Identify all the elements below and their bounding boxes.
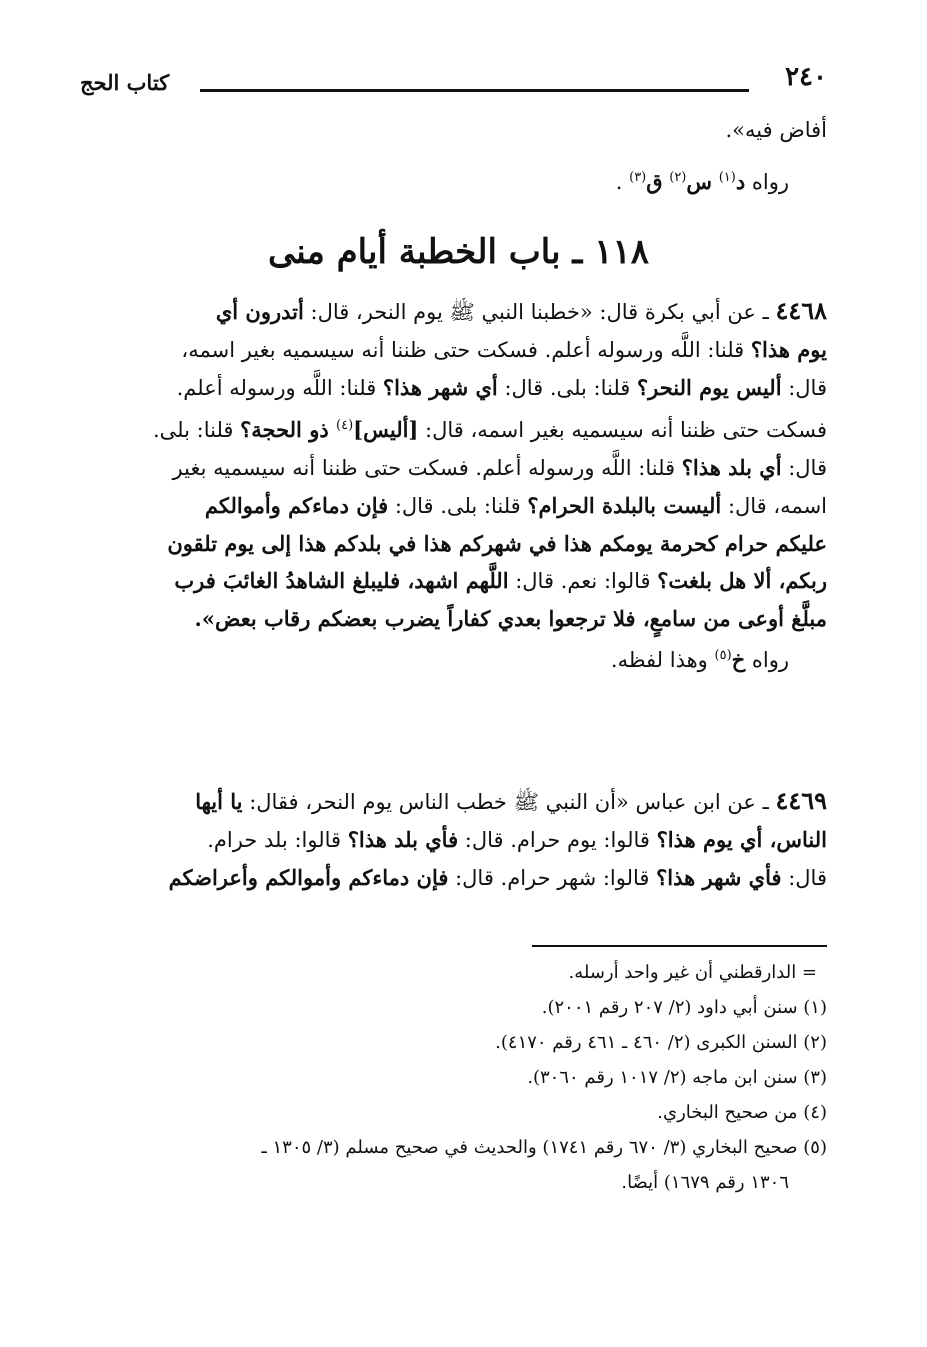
footnote: (١) سنن أبي داود (٢/ ٢٠٧ رقم ٢٠٠١). [541, 997, 827, 1018]
chapter-title: ١١٨ ـ باب الخطبة أيام منى [267, 232, 650, 272]
riwayah-line: رواه خ$^{(٥)}$ وهذا لفظه. [610, 647, 789, 672]
text-line: عليكم حرام كحرمة يومكم هذا في شهركم هذا في بلدكم هذا إلى يوم تلقون [167, 531, 827, 556]
text-line: ٤٤٦٩ ـ عن ابن عباس «أن النبي ﷺ خطب الناس يوم النحر، فقال: يا أيها [195, 786, 827, 815]
footnote: (٢) السنن الكبرى (٢/ ٤٦٠ ـ ٤٦١ رقم ٤١٧٠). [495, 1032, 827, 1053]
text-line: ربكم، ألا هل بلغت؟ قالوا: نعم. قال: اللَّهم اشهد، فليبلغ الشاهدُ الغائبَ فرب [174, 568, 827, 593]
footnote: ١٣٠٦ رقم ١٦٧٩) أيضًا. [621, 1172, 789, 1193]
footnote: = الدارقطني أن غير واحد أرسله. [568, 962, 817, 983]
footnote: (٥) صحيح البخاري (٣/ ٦٧٠ رقم ١٧٤١) والحديث في صحيح مسلم (٣/ ١٣٠٥ ـ [261, 1137, 827, 1158]
footnote: (٣) سنن ابن ماجه (٢/ ١٠١٧ رقم ٣٠٦٠). [527, 1067, 827, 1088]
top-continuation [90, 112, 827, 201]
hadith-4468 [90, 292, 827, 679]
source-siglum: خ [731, 647, 746, 672]
footnote: (٤) من صحيح البخاري. [657, 1102, 827, 1123]
riwayah-line: رواه د$^{(١)}$ س$^{(٢)}$ ق$^{(٣)}$ . [615, 169, 789, 194]
footnote-ref: (٥) [714, 648, 732, 663]
running-header [80, 62, 827, 102]
footnote-ref: (١) [718, 170, 736, 185]
hadith-number: ٤٤٦٩ [775, 786, 827, 815]
text-line: قال: أليس يوم النحر؟ قلنا: بلى. قال: أي شهر هذا؟ قلنا: اللَّه ورسوله أعلم. [176, 375, 827, 400]
text-line: ٤٤٦٨ ـ عن أبي بكرة قال: «خطبنا النبي ﷺ يوم النحر، قال: أتدرون أي [215, 296, 827, 325]
footnotes [90, 955, 827, 1200]
footnote-ref: (٢) [669, 170, 687, 185]
text-line: اسمه، قال: أليست بالبلدة الحرام؟ قلنا: بلى. قال: فإن دماءكم وأموالكم [204, 493, 827, 518]
text-line: الناس، أي يوم هذا؟ قالوا: يوم حرام. قال: فأي بلد هذا؟ قالوا: بلد حرام. [207, 827, 827, 852]
text-line: مبلَّغ أوعى من سامعٍ، فلا ترجعوا بعدي كفاراً يضرب بعضكم رقاب بعض». [194, 606, 827, 631]
footnote-ref: (٤) [336, 418, 354, 433]
footnote-ref: (٣) [629, 170, 647, 185]
page-number: ٢٤٠ [785, 62, 827, 92]
hadith-number: ٤٤٦٨ [775, 296, 827, 325]
source-siglum: س [686, 169, 713, 194]
text-line: فسكت حتى ظننا أنه سيسميه بغير اسمه، قال: [أليس]$^{(٤)}$ ذو الحجة؟ قلنا: بلى. [153, 417, 827, 442]
footnote-rule [532, 945, 827, 947]
text-line: أفاض فيه». [725, 118, 827, 142]
text-line: قال: فأي شهر هذا؟ قالوا: شهر حرام. قال: فإن دماءكم وأموالكم وأعراضكم [168, 865, 827, 890]
book-title: كتاب الحج [80, 70, 170, 95]
source-siglum: د [735, 169, 746, 194]
text-line: قال: أي بلد هذا؟ قلنا: اللَّه ورسوله أعلم. فسكت حتى ظننا أنه سيسميه بغير [172, 455, 827, 480]
text-line: يوم هذا؟ قلنا: اللَّه ورسوله أعلم. فسكت حتى ظننا أنه سيسميه بغير اسمه، [181, 337, 827, 362]
hadith-4469 [90, 782, 827, 897]
source-siglum: ق [646, 169, 663, 194]
header-rule [200, 89, 749, 92]
